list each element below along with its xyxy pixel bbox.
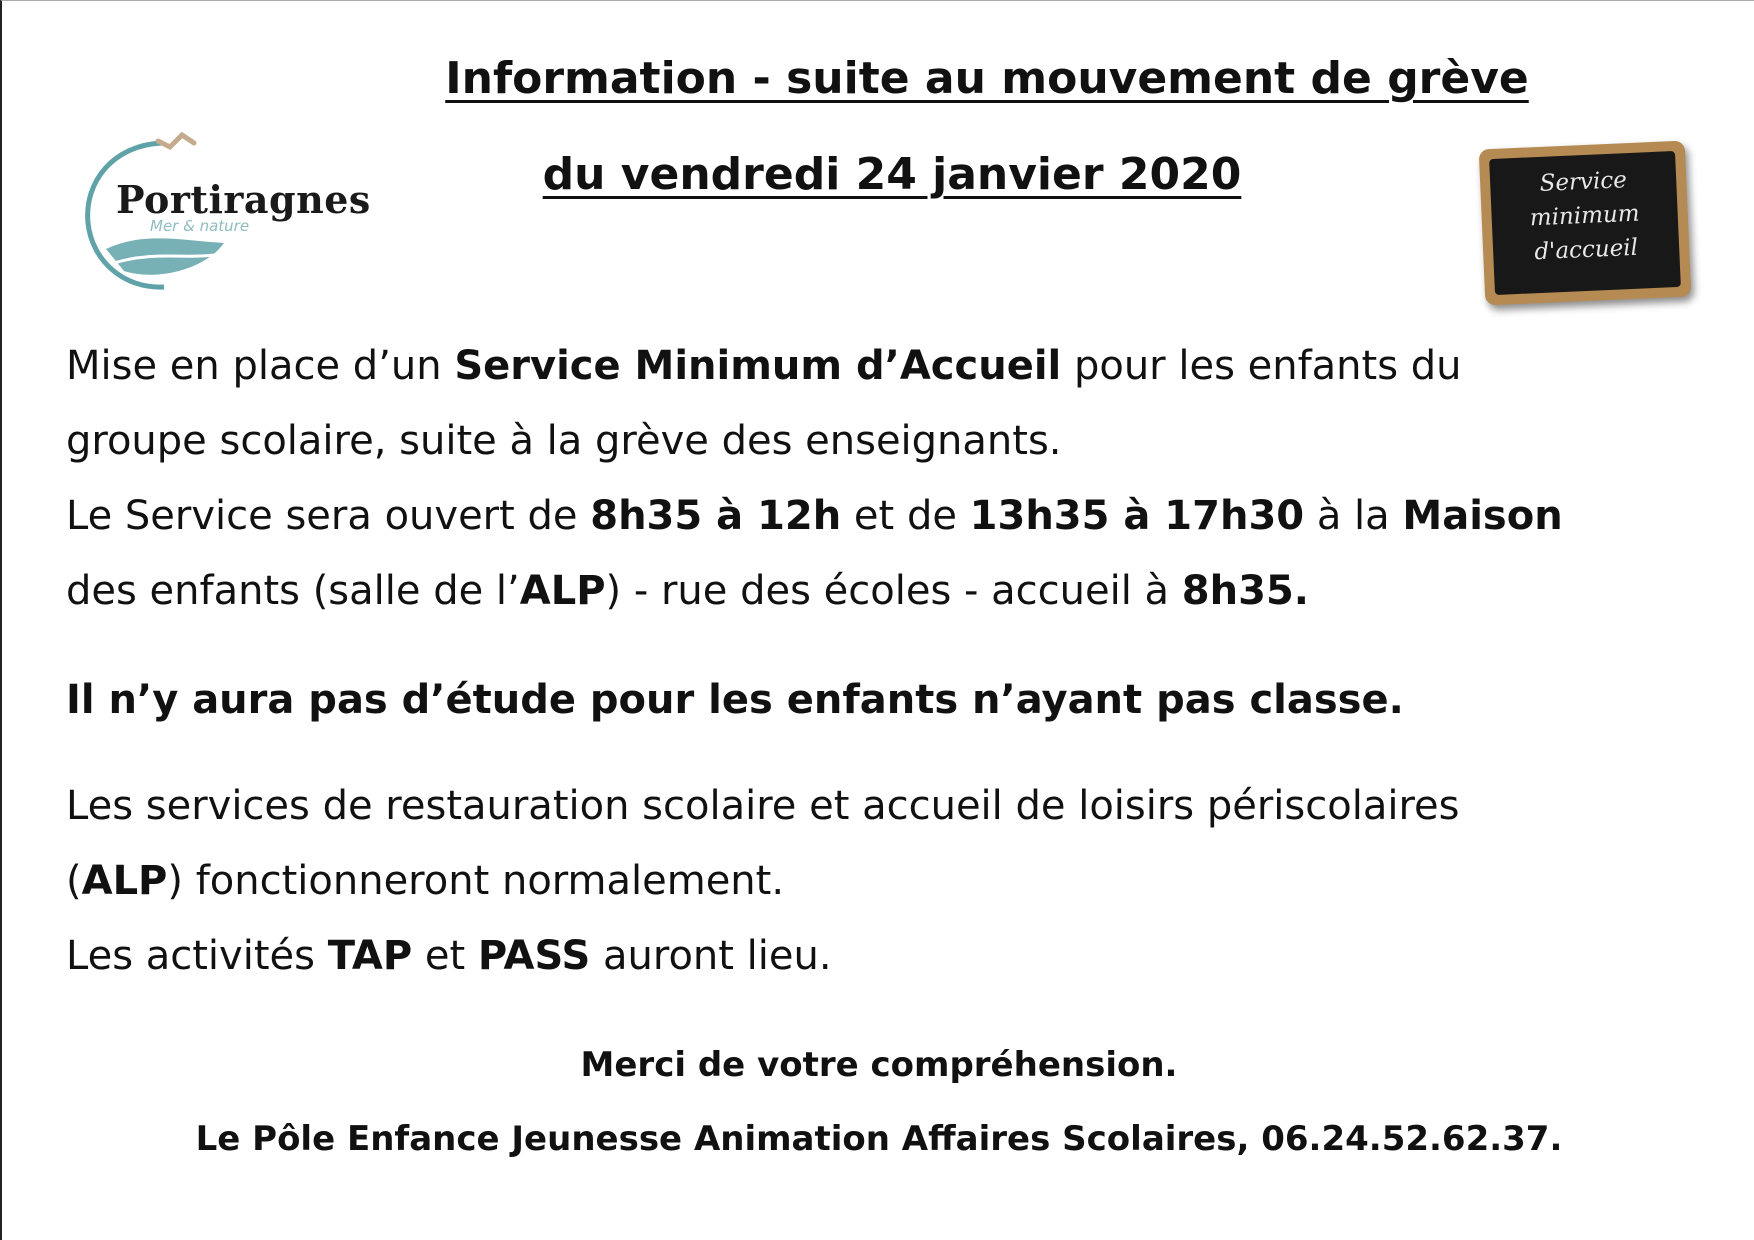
text-run: et <box>412 933 478 979</box>
logo-tagline: Mer & nature <box>150 217 250 235</box>
chalk-line-3: d'accueil <box>1533 234 1639 266</box>
thanks-line: Merci de votre compréhension. <box>580 1045 1178 1085</box>
text-run: auront lieu. <box>590 933 832 979</box>
title-line-2: du vendredi 24 janvier 2020 <box>542 149 1242 200</box>
text-run-bold: PASS <box>477 933 591 979</box>
text-run: et de <box>841 493 970 539</box>
text-run-bold: 8h35 à 12h <box>590 493 842 539</box>
text-run-bold: Il n’y aura pas d’étude pour les enfants n’ayant pas classe. <box>66 677 1404 723</box>
text-run-bold: TAP <box>327 933 413 979</box>
text-run-bold: Service Minimum d’Accueil <box>454 343 1062 389</box>
paragraph-no-study <box>66 663 1706 738</box>
text-run-bold: 8h35. <box>1181 568 1309 614</box>
text-run: ) - rue des écoles - accueil à <box>605 568 1182 614</box>
text-run: pour les enfants du <box>1061 343 1462 389</box>
logo-name: Portiragnes <box>116 177 371 222</box>
chalkboard-image <box>1479 141 1692 306</box>
paragraph-services <box>66 769 1706 994</box>
text-run-bold: ALP <box>519 568 606 614</box>
text-run: Les activités <box>66 933 328 979</box>
chalk-line-2: minimum <box>1529 200 1641 232</box>
text-run-bold: Maison <box>1402 493 1563 539</box>
text-run: Mise en place d’un <box>66 343 455 389</box>
chalk-line-1: Service <box>1539 167 1628 197</box>
text-run: ( <box>66 858 82 904</box>
chalkboard-surface <box>1489 151 1681 295</box>
title-line-1: Information - suite au mouvement de grève <box>445 53 1529 104</box>
text-run: ) fonctionneront normalement. <box>167 858 785 904</box>
contact-line: Le Pôle Enfance Jeunesse Animation Affaires Scolaires, 06.24.52.62.37. <box>195 1119 1563 1159</box>
text-run: à la <box>1304 493 1403 539</box>
paragraph-service-minimum <box>66 329 1706 629</box>
portiragnes-logo <box>84 131 384 301</box>
text-run: Le Service sera ouvert de <box>66 493 591 539</box>
text-run: Les services de restauration scolaire et accueil de loisirs périscolaires <box>66 783 1460 829</box>
text-run-bold: ALP <box>81 858 168 904</box>
text-run-bold: 13h35 à 17h30 <box>969 493 1305 539</box>
text-run: des enfants (salle de l’ <box>66 568 520 614</box>
text-run: groupe scolaire, suite à la grève des enseignants. <box>66 418 1062 464</box>
